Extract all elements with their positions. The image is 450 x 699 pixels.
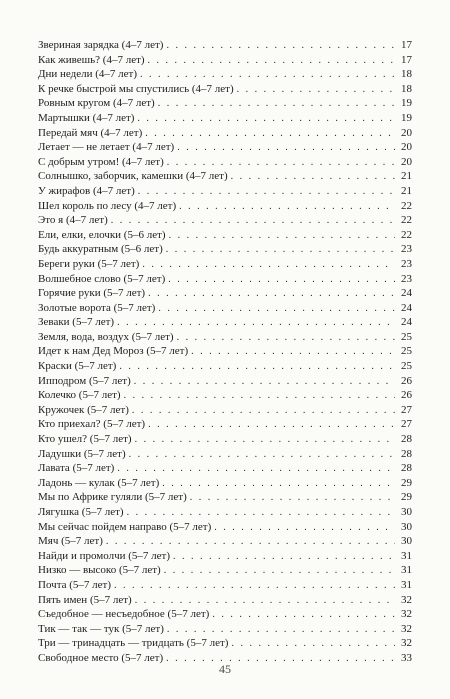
toc-entry-title: Летает — не летает (4–7 лет) — [38, 141, 175, 154]
toc-entry-page: 26 — [401, 374, 412, 387]
toc-entry-title: Лавата (5–7 лет) — [38, 462, 115, 475]
toc-entry — [38, 578, 412, 593]
toc-entry-page: 24 — [401, 316, 412, 329]
toc-entry-page: 23 — [401, 257, 412, 270]
toc-entry-title: Почта (5–7 лет) — [38, 578, 112, 591]
toc-entry-page: 25 — [401, 330, 412, 343]
toc-entry — [38, 388, 412, 403]
toc-entry-page: 17 — [401, 53, 412, 66]
toc-dot-leader — [231, 637, 395, 652]
toc-entry — [38, 82, 412, 97]
toc-dot-leader — [166, 39, 395, 54]
toc-dot-leader — [166, 243, 395, 258]
toc-entry-page: 18 — [401, 82, 412, 95]
toc-dot-leader — [140, 68, 395, 83]
toc-entry-title: Кружочек (5–7 лет) — [38, 403, 129, 416]
toc-entry-page: 30 — [401, 506, 412, 518]
toc-entry-title: Ладонь — кулак (5–7 лет) — [38, 476, 160, 489]
toc-entry-title: Лягушка (5–7 лет) — [38, 506, 124, 518]
toc-entry — [38, 53, 412, 68]
toc-entry — [38, 315, 412, 330]
toc-entry-title: Ипподром (5–7 лет) — [38, 374, 131, 387]
toc-entry-page: 18 — [401, 68, 412, 81]
toc-entry-page: 31 — [401, 578, 412, 591]
toc-dot-leader — [158, 97, 395, 112]
toc-dot-leader — [114, 579, 395, 594]
toc-dot-leader — [148, 287, 395, 302]
toc-entry — [38, 593, 412, 608]
toc-entry — [38, 330, 412, 345]
toc-entry-page: 30 — [401, 520, 412, 533]
toc-dot-leader — [111, 214, 395, 229]
toc-entry — [38, 622, 412, 637]
toc-entry-page: 29 — [401, 476, 412, 489]
toc-entry — [38, 140, 412, 155]
toc-dot-leader — [132, 404, 395, 419]
toc-entry-page: 20 — [401, 126, 412, 139]
toc-entry-title: Пять имен (5–7 лет) — [38, 593, 132, 606]
toc-dot-leader — [134, 375, 395, 390]
toc-dot-leader — [145, 127, 395, 142]
toc-dot-leader — [162, 477, 395, 492]
toc-entry-page: 21 — [401, 184, 412, 197]
toc-dot-leader — [237, 83, 395, 98]
toc-entry-title: Мартышки (4–7 лет) — [38, 111, 135, 124]
toc-entry-title: Солнышко, заборчик, камешки (4–7 лет) — [38, 170, 228, 183]
toc-entry-title: Свободное место (5–7 лет) — [38, 651, 164, 664]
toc-entry-page: 33 — [401, 651, 412, 664]
toc-dot-leader — [173, 550, 395, 565]
toc-entry-page: 20 — [401, 155, 412, 168]
toc-dot-leader — [135, 433, 395, 448]
toc-dot-leader — [177, 141, 395, 156]
toc-entry — [38, 359, 412, 374]
toc-entry — [38, 476, 412, 491]
toc-dot-leader — [106, 535, 395, 550]
toc-dot-leader — [127, 506, 395, 521]
toc-dot-leader — [135, 594, 395, 609]
toc-entry-title: Мы по Африке гуляли (5–7 лет) — [38, 491, 187, 504]
toc-entry-page: 31 — [401, 564, 412, 577]
toc-entry — [38, 155, 412, 170]
toc-entry-page: 26 — [401, 389, 412, 402]
toc-entry-title: Будь аккуратным (5–6 лет) — [38, 243, 163, 256]
toc-dot-leader — [168, 273, 395, 288]
toc-entry-page: 23 — [401, 243, 412, 256]
toc-entry — [38, 432, 412, 447]
toc-entry — [38, 242, 412, 257]
toc-entry-title: Кто приехал? (5–7 лет) — [38, 418, 146, 431]
toc-entry-title: Три — тринадцать — тридцать (5–7 лет) — [38, 637, 229, 650]
toc-entry-page: 32 — [401, 622, 412, 635]
toc-entry-page: 21 — [401, 170, 412, 183]
toc-entry — [38, 257, 412, 272]
toc-entry-title: Низко — высоко (5–7 лет) — [38, 564, 161, 577]
toc-entry-page: 19 — [401, 97, 412, 110]
toc-entry — [38, 126, 412, 141]
toc-dot-leader — [167, 623, 395, 638]
toc-entry — [38, 38, 412, 53]
toc-entry — [38, 607, 412, 622]
toc-entry-title: Волшебное слово (5–7 лет) — [38, 272, 166, 285]
toc-entry — [38, 403, 412, 418]
toc-entry — [38, 228, 412, 243]
toc-entry-page: 22 — [401, 214, 412, 227]
toc-dot-leader — [179, 200, 395, 215]
toc-dot-leader — [129, 448, 395, 463]
toc-entry — [38, 505, 412, 520]
toc-entry — [38, 272, 412, 287]
toc-dot-leader — [124, 389, 395, 404]
toc-entry-title: У жирафов (4–7 лет) — [38, 184, 135, 197]
toc-entry-page: 27 — [401, 418, 412, 431]
toc-entry — [38, 417, 412, 432]
toc-dot-leader — [148, 418, 395, 433]
toc-entry-title: К речке быстрой мы спустились (4–7 лет) — [38, 82, 234, 95]
toc-dot-leader — [169, 229, 395, 244]
toc-entry-page: 25 — [401, 345, 412, 358]
toc-entry-title: Горячие руки (5–7 лет) — [38, 287, 146, 300]
toc-dot-leader — [212, 608, 395, 623]
toc-entry-title: Шел король по лесу (4–7 лет) — [38, 199, 177, 212]
toc-entry-title: Звериная зарядка (4–7 лет) — [38, 39, 164, 51]
toc-entry-title: С добрым утром! (4–7 лет) — [38, 155, 164, 168]
toc-entry-title: Передай мяч (4–7 лет) — [38, 126, 143, 139]
toc-entry-title: Кто ушел? (5–7 лет) — [38, 433, 132, 446]
toc-entry-page: 30 — [401, 535, 412, 548]
toc-dot-leader — [158, 302, 395, 317]
toc-dot-leader — [191, 345, 395, 360]
toc-entry-title: Ладушки (5–7 лет) — [38, 447, 126, 460]
toc-entry-title: Зеваки (5–7 лет) — [38, 316, 115, 329]
toc-dot-leader — [138, 185, 395, 200]
toc-entry-page: 24 — [401, 301, 412, 314]
toc-dot-leader — [117, 462, 395, 477]
toc-dot-leader — [214, 521, 395, 536]
toc-entry — [38, 549, 412, 564]
toc-entry-title: Найди и промолчи (5–7 лет) — [38, 549, 170, 562]
table-of-contents — [38, 38, 412, 666]
toc-dot-leader — [177, 331, 395, 346]
toc-entry-title: Краски (5–7 лет) — [38, 360, 117, 373]
toc-entry-page: 23 — [401, 272, 412, 285]
toc-entry — [38, 520, 412, 535]
toc-entry-page: 32 — [401, 608, 412, 621]
toc-entry-title: Дни недели (4–7 лет) — [38, 68, 138, 81]
toc-entry-page: 28 — [401, 433, 412, 446]
toc-entry — [38, 636, 412, 651]
toc-entry-title: Мяч (5–7 лет) — [38, 535, 103, 548]
toc-entry — [38, 199, 412, 214]
toc-entry-title: Идет к нам Дед Мороз (5–7 лет) — [38, 345, 189, 358]
toc-dot-leader — [190, 491, 395, 506]
toc-entry — [38, 169, 412, 184]
toc-entry — [38, 461, 412, 476]
toc-entry-page: 20 — [401, 141, 412, 154]
toc-dot-leader — [167, 156, 395, 171]
toc-dot-leader — [137, 112, 395, 127]
toc-entry-title: Ели, елки, елочки (5–6 лет) — [38, 228, 166, 241]
toc-entry — [38, 286, 412, 301]
toc-entry-page: 25 — [401, 360, 412, 373]
toc-entry-page: 29 — [401, 491, 412, 504]
toc-entry-page: 32 — [401, 593, 412, 606]
toc-entry-title: Мы сейчас пойдем направо (5–7 лет) — [38, 520, 212, 533]
toc-entry-title: Это я (4–7 лет) — [38, 214, 108, 227]
toc-dot-leader — [231, 170, 395, 185]
toc-entry — [38, 344, 412, 359]
toc-entry — [38, 534, 412, 549]
toc-entry — [38, 67, 412, 82]
toc-entry-page: 17 — [401, 39, 412, 51]
toc-entry — [38, 374, 412, 389]
toc-entry-title: Золотые ворота (5–7 лет) — [38, 301, 156, 314]
toc-entry — [38, 184, 412, 199]
toc-dot-leader — [119, 360, 395, 375]
toc-entry-page: 28 — [401, 447, 412, 460]
toc-entry-page: 31 — [401, 549, 412, 562]
toc-entry-title: Колечко (5–7 лет) — [38, 389, 121, 402]
toc-entry-page: 24 — [401, 287, 412, 300]
toc-entry — [38, 96, 412, 111]
toc-entry — [38, 563, 412, 578]
toc-dot-leader — [164, 564, 395, 579]
page-number: 45 — [219, 662, 231, 676]
toc-dot-leader — [148, 54, 395, 69]
toc-entry-title: Тик — так — тук (5–7 лет) — [38, 622, 164, 635]
toc-entry-title: Береги руки (5–7 лет) — [38, 257, 140, 270]
toc-dot-leader — [117, 316, 395, 331]
toc-entry-page: 22 — [401, 199, 412, 212]
toc-entry-page: 27 — [401, 403, 412, 416]
toc-dot-leader — [142, 258, 395, 273]
toc-entry-page: 22 — [401, 228, 412, 241]
toc-entry-page: 19 — [401, 111, 412, 124]
toc-entry-page: 28 — [401, 462, 412, 475]
toc-entry-page: 32 — [401, 637, 412, 650]
toc-entry — [38, 213, 412, 228]
toc-entry — [38, 301, 412, 316]
toc-entry-title: Ровным кругом (4–7 лет) — [38, 97, 155, 110]
toc-entry-title: Земля, вода, воздух (5–7 лет) — [38, 330, 174, 343]
toc-entry-title: Как живешь? (4–7 лет) — [38, 53, 145, 66]
toc-entry — [38, 490, 412, 505]
toc-entry — [38, 447, 412, 462]
toc-entry — [38, 111, 412, 126]
toc-entry-title: Съедобное — несъедобное (5–7 лет) — [38, 608, 210, 621]
